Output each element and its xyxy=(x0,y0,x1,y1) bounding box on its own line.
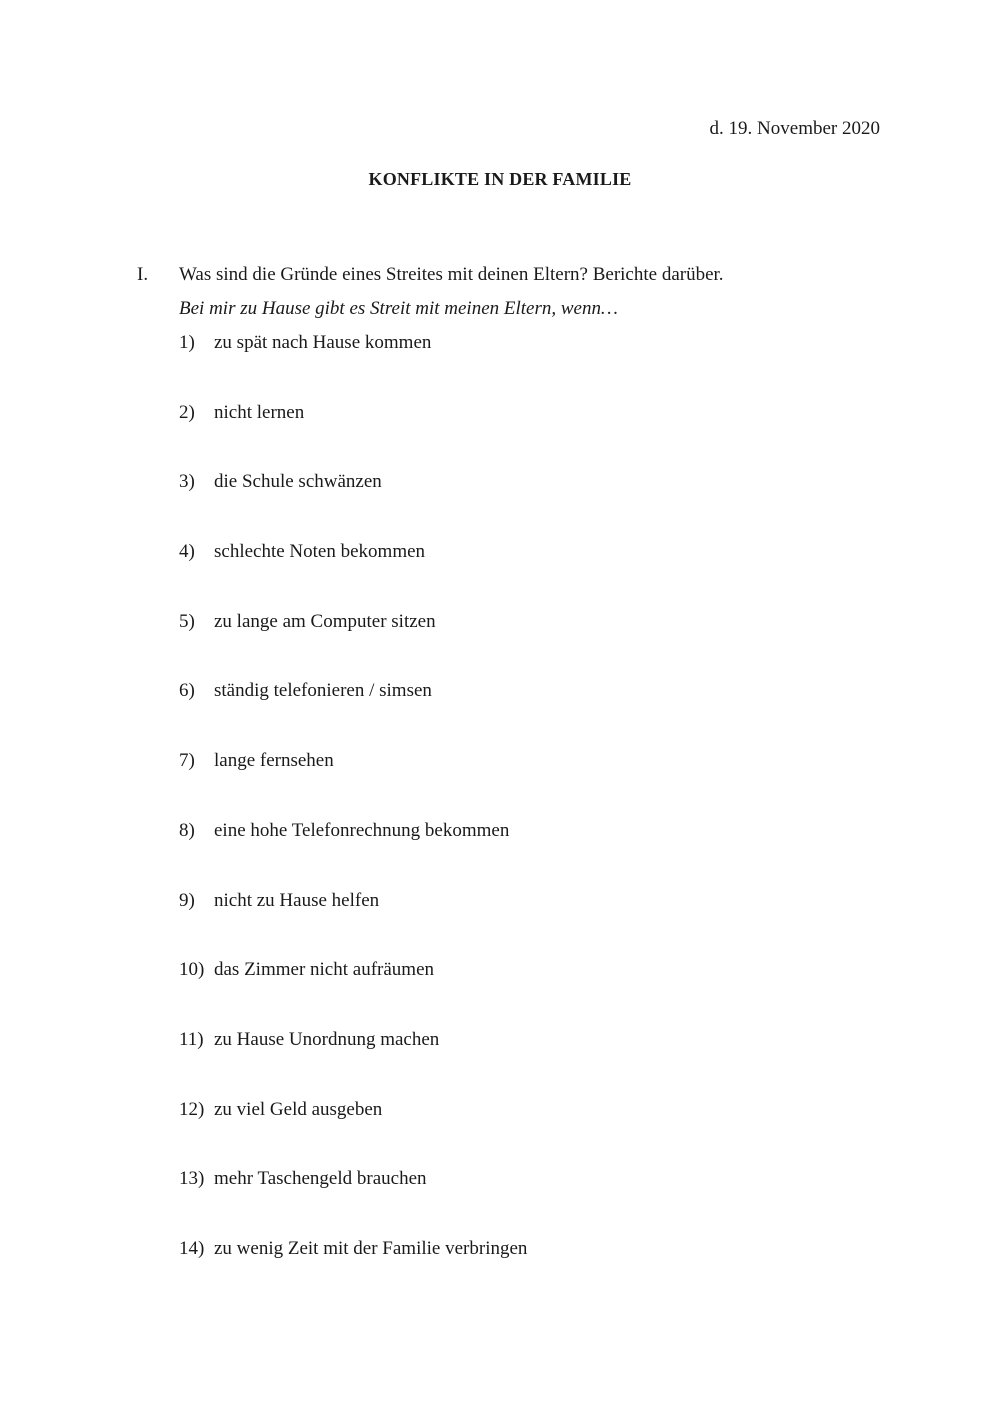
item-text: lange fernsehen xyxy=(214,750,334,772)
list-item xyxy=(179,471,527,541)
list-item xyxy=(179,890,527,960)
list-item xyxy=(179,680,527,750)
item-number: 3) xyxy=(179,471,195,493)
list-item xyxy=(179,402,527,472)
item-text: zu lange am Computer sitzen xyxy=(214,610,436,632)
item-number: 5) xyxy=(179,610,195,632)
item-number: 13) xyxy=(179,1168,205,1190)
item-text: eine hohe Telefonrechnung bekommen xyxy=(214,819,510,841)
item-number: 8) xyxy=(179,819,195,841)
list-item xyxy=(179,750,527,820)
item-text: schlechte Noten bekommen xyxy=(214,541,426,563)
item-text: zu wenig Zeit mit der Familie verbringen xyxy=(214,1237,528,1259)
item-number: 11) xyxy=(179,1028,204,1050)
list-item xyxy=(179,1168,527,1238)
list-item xyxy=(179,1029,527,1099)
section-number: I. xyxy=(137,264,149,285)
item-text: ständig telefonieren / simsen xyxy=(214,680,432,702)
list-item xyxy=(179,541,527,611)
item-text: nicht zu Hause helfen xyxy=(214,889,380,911)
item-text: zu spät nach Hause kommen xyxy=(214,332,432,353)
item-text: mehr Taschengeld brauchen xyxy=(214,1168,427,1190)
list-item xyxy=(179,332,527,402)
item-number: 10) xyxy=(179,959,205,981)
item-number: 1) xyxy=(179,332,195,353)
item-text: nicht lernen xyxy=(214,401,305,423)
item-number: 9) xyxy=(179,889,195,911)
list-item xyxy=(179,1238,527,1308)
list-item xyxy=(179,959,527,1029)
section-prompt: Bei mir zu Hause gibt es Streit mit meinen Eltern, wenn… xyxy=(179,298,618,319)
item-number: 2) xyxy=(179,401,195,423)
item-text: zu Hause Unordnung machen xyxy=(214,1028,440,1050)
item-text: das Zimmer nicht aufräumen xyxy=(214,959,435,981)
item-number: 4) xyxy=(179,541,195,563)
item-text: die Schule schwänzen xyxy=(214,471,382,493)
item-number: 7) xyxy=(179,750,195,772)
item-text: zu viel Geld ausgeben xyxy=(214,1098,383,1120)
document-date: d. 19. November 2020 xyxy=(709,118,880,139)
item-number: 14) xyxy=(179,1237,205,1259)
list-item xyxy=(179,611,527,681)
reasons-list xyxy=(179,332,527,1308)
document-title: KONFLIKTE IN DER FAMILIE xyxy=(368,169,632,189)
list-item xyxy=(179,820,527,890)
list-item xyxy=(179,1099,527,1169)
item-number: 12) xyxy=(179,1098,205,1120)
item-number: 6) xyxy=(179,680,195,702)
section-question: Was sind die Gründe eines Streites mit deinen Eltern? Berichte darüber. xyxy=(179,264,724,285)
